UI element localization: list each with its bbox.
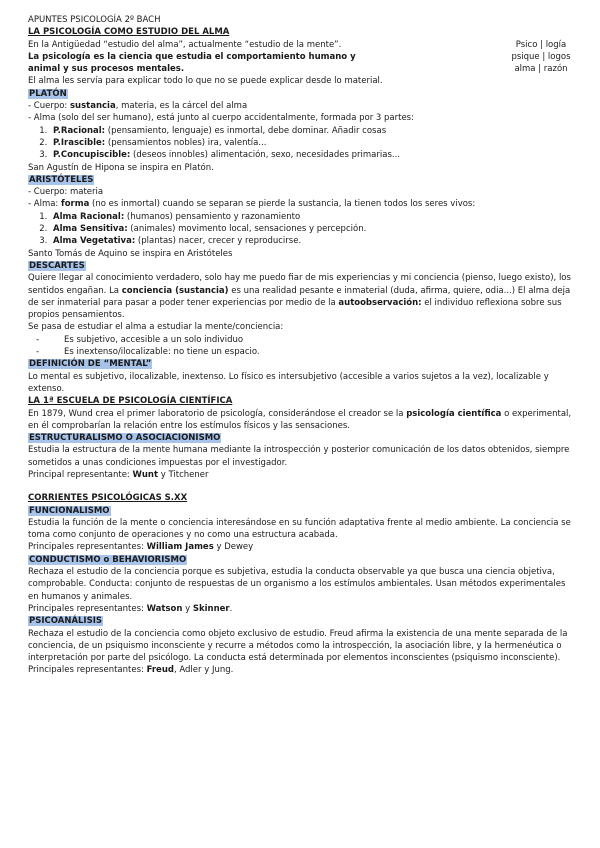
list-item: 1. P.Racional: (pensamiento, lenguaje) es inmortal, debe dominar. Añadir cosas <box>50 125 576 137</box>
document-title: APUNTES PSICOLOGÍA 2º BACH <box>28 15 161 25</box>
platon-parts-list <box>28 125 576 162</box>
heading-conductismo: CONDUCTISMO o BEHAVIORISMO <box>29 554 187 565</box>
list-item: 2. P.Irascible: (pensamientos nobles) ira, valentía... <box>50 137 576 149</box>
platon-alma: - Alma (solo del ser humano), está junto al cuerpo accidentalmente, formada por 3 partes: <box>28 113 414 124</box>
heading-funcionalismo: FUNCIONALISMO <box>29 505 110 516</box>
etymology-row-1 <box>28 39 576 51</box>
list-item: 3. Alma Vegetativa: (plantas) nacer, crecer y reproducirse. <box>50 235 576 247</box>
alma-material-text: El alma les servía para explicar todo lo que no se puede explicar desde lo material. <box>28 76 383 87</box>
heading-corrientes: CORRIENTES PSICOLÓGICAS S.XX <box>28 493 188 504</box>
heading-aristoteles: ARISTÓTELES <box>29 174 94 185</box>
document-page <box>28 14 576 677</box>
heading-mental: DEFINICIÓN DE “MENTAL” <box>29 359 152 370</box>
heading-descartes: DESCARTES <box>29 260 85 271</box>
etymology-row-3 <box>28 63 576 75</box>
aristoteles-note: Santo Tomás de Aquino se inspira en Aristóteles <box>28 248 233 259</box>
heading-platon: PLATÓN <box>29 88 67 99</box>
list-item: - Es subjetivo, accesible a un solo individuo <box>36 334 576 346</box>
heading-escuela: LA 1ª ESCUELA DE PSICOLOGÍA CIENTÍFICA <box>28 396 233 407</box>
descartes-paragraph: Quiere llegar al conocimiento verdadero, solo hay me puedo fiar de mis experiencias y mi conciencia (pienso, luego existo), los sentidos engañan. La conciencia (sustancia) es una realidad pesante e inmaterial (duda, afirma, quiere, odia...) El alma deja de ser inmaterial para pasar a poder tener experiencias por medio de la autoobservación: el individuo reflexiona sobre sus propios pensamientos. <box>28 273 571 321</box>
etymology-row-2 <box>28 51 576 63</box>
list-item: 2. Alma Sensitiva: (animales) movimento local, sensaciones y percepción. <box>50 223 576 235</box>
platon-cuerpo: - Cuerpo: sustancia, materia, es la cárcel del alma <box>28 101 248 112</box>
etymology-psique: psique | logos <box>511 51 571 62</box>
heading-alma: LA PSICOLOGÍA COMO ESTUDIO DEL ALMA <box>28 27 230 38</box>
aristoteles-alma: - Alma: forma (no es inmortal) cuando se separan se pierde la sustancia, la tienen todos los seres vivos: <box>28 199 476 210</box>
estructuralismo-representantes: Principal representante: Wunt y Titchener <box>28 469 209 480</box>
estructuralismo-paragraph: Estudia la estructura de la mente humana mediante la introspección y posterior comunicación de los datos obtenidos, siempre sometidos a unas condiciones impuestas por el investigador. <box>28 445 570 468</box>
etymology-psico: Psico | logía <box>515 39 567 50</box>
platon-note: San Agustín de Hipona se inspira en Platón. <box>28 162 214 173</box>
aristoteles-cuerpo: - Cuerpo: materia <box>28 187 104 198</box>
psychology-definition-b: animal y sus procesos mentales. <box>28 64 185 75</box>
descartes-list <box>28 334 576 359</box>
escuela-paragraph: En 1879, Wund crea el primer laboratorio de psicología, considerándose el creador se la psicología científica o experimental, en él comprobarían la relación entre los estímulos físicos y las sensaciones. <box>28 408 572 431</box>
antiguedad-text: En la Antigüedad “estudio del alma”, actualmente “estudio de la mente”. <box>28 39 342 50</box>
list-item: - Es inextenso/ilocalizable: no tiene un espacio. <box>36 346 576 358</box>
aristoteles-parts-list <box>28 211 576 248</box>
list-item: 1. Alma Racional: (humanos) pensamiento y razonamiento <box>50 211 576 223</box>
heading-psicoanalisis: PSICOANÁLISIS <box>29 616 103 627</box>
psicoanalisis-paragraph: Rechaza el estudio de la conciencia como objeto exclusivo de estudio. Freud afirma la existencia de una mente separada de la conciencia, de un psiquismo inconsciente y recurre a métodos como la introspección, la asociación libre, y la hermenéutica o interpretación por parte del psicólogo. La conducta está determinada por elementos inconscientes (psiquismo inconsciente). <box>28 628 568 664</box>
psychology-definition-a: La psicología es la ciencia que estudia el comportamiento humano y <box>28 51 356 62</box>
etymology-alma: alma | razón <box>514 64 568 75</box>
descartes-mente: Se pasa de estudiar el alma a estudiar la mente/conciencia: <box>28 322 284 333</box>
funcionalismo-paragraph: Estudia la función de la mente o conciencia interesándose en su función adaptativa frente al medio ambiente. La conciencia se toma como conjunto de operaciones y no como una estructura acabada. <box>28 517 571 541</box>
conductismo-representantes: Principales representantes: Watson y Skinner. <box>28 603 233 614</box>
heading-estructuralismo: ESTRUCTURALISMO O ASOCIACIONISMO <box>29 433 221 444</box>
mental-paragraph: Lo mental es subjetivo, ilocalizable, inextenso. Lo físico es intersubjetivo (accesible a varios sujetos a la vez), localizable y extenso. <box>28 371 549 394</box>
funcionalismo-representantes: Principales representantes: William James y Dewey <box>28 542 254 553</box>
list-item: 3. P.Concupiscible: (deseos innobles) alimentación, sexo, necesidades primarias... <box>50 149 576 161</box>
psicoanalisis-representantes: Principales representantes: Freud, Adler y Jung. <box>28 665 234 676</box>
conductismo-paragraph: Rechaza el estudio de la conciencia porque es subjetiva, estudia la conducta observable ya que busca una ciencia objetiva, comprobable. Conducta: conjunto de respuestas de un organismo a los estímulos ambientales. Usan métodos experimentales en humanos y animales. <box>28 567 566 602</box>
